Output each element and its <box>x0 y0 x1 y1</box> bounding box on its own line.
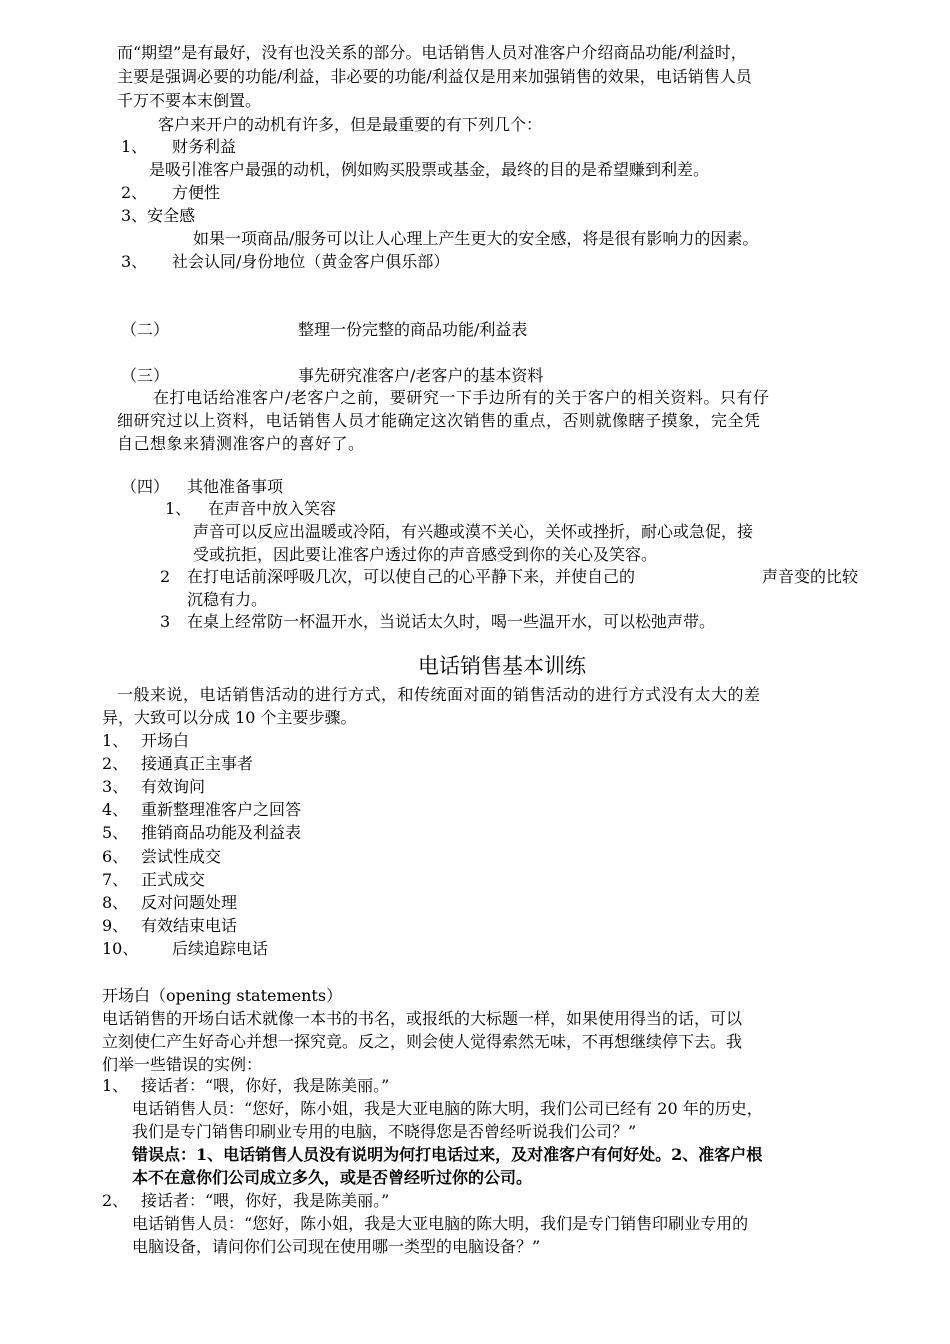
list-number: 4、 <box>102 800 129 819</box>
motive-desc: 如果一项商品/服务可以让人心理上产生更大的安全感，将是很有影响力的因素。 <box>193 229 759 248</box>
list-number: 7、 <box>102 870 129 889</box>
page-title: 电话销售基本训练 <box>418 654 586 678</box>
item-desc: 沉稳有力。 <box>187 590 268 609</box>
paragraph-line: 主要是强调必要的功能/利益，非必要的功能/利益仅是用来加强销售的效果，电话销售人员 <box>117 67 752 86</box>
list-number: 5、 <box>102 823 129 842</box>
item-desc: 声音可以反应出温暖或冷陌，有兴趣或漠不关心，关怀或挫折，耐心或急促，接 <box>193 522 754 541</box>
motive-title: 方便性 <box>172 183 221 202</box>
motive-title: 社会认同/身份地位（黄金客户俱乐部） <box>172 252 450 271</box>
paragraph-line: 细研究过以上资料，电话销售人员才能确定这次销售的重点，否则就像瞎子摸象，完全凭 <box>117 411 761 430</box>
list-number: 2、 <box>121 183 148 202</box>
list-number: 2、 <box>102 1191 129 1210</box>
paragraph-line: 而“期望”是有最好，没有也没关系的部分。电话销售人员对准客户介绍商品功能/利益时， <box>117 43 747 62</box>
item-desc: 受或抗拒，因此要让准客户透过你的声音感受到你的关心及笑容。 <box>193 545 658 564</box>
list-number: 10、 <box>102 939 139 958</box>
dialogue-line: 电话销售人员：“您好，陈小姐，我是大亚电脑的陈大明，我们是专门销售印刷业专用的 <box>132 1214 749 1233</box>
list-number: 6、 <box>102 847 129 866</box>
list-item: 有效结束电话 <box>141 916 238 935</box>
list-item: 反对问题处理 <box>141 893 238 912</box>
list-number: 1、 <box>165 499 192 518</box>
list-item: 开场白 <box>141 731 190 750</box>
section-title: 事先研究准客户/老客户的基本资料 <box>298 366 544 385</box>
dialogue-line: 我们是专门销售印刷业专用的电脑，不晓得您是否曾经听说我们公司？” <box>132 1122 637 1141</box>
list-item: 后续追踪电话 <box>172 939 269 958</box>
list-number: 3 <box>160 612 171 631</box>
motive-title: 3、安全感 <box>121 206 196 225</box>
section-number: （二） <box>121 320 170 339</box>
paragraph-line: 一般来说，电话销售活动的进行方式，和传统面对面的销售活动的进行方式没有太大的差 <box>117 685 761 704</box>
list-item: 尝试性成交 <box>141 847 222 866</box>
paragraph-line: 立刻使仁产生好奇心并想一探究竟。反之，则会使人觉得索然无味，不再想继续停下去。我 <box>102 1032 743 1051</box>
motives-lead: 客户来开户的动机有许多，但是最重要的有下列几个： <box>158 115 543 134</box>
list-item: 推销商品功能及利益表 <box>141 823 302 842</box>
paragraph-line: 在打电话给准客户/老客户之前，要研究一下手边所有的关于客户的相关资料。只有仔 <box>153 388 770 407</box>
dialogue-line: 电话销售人员：“您好，陈小姐，我是大亚电脑的陈大明，我们公司已经有 20 年的历史， <box>132 1099 763 1118</box>
list-item: 有效询问 <box>141 777 206 796</box>
list-item: 接通真正主事者 <box>141 754 254 773</box>
section-title: 整理一份完整的商品功能/利益表 <box>298 320 528 339</box>
item-desc: 在打电话前深呼吸几次，可以使自己的心平静下来，并使自己的 <box>187 567 636 586</box>
list-number: 1、 <box>102 1076 129 1095</box>
motive-title: 财务利益 <box>172 137 237 156</box>
list-item: 重新整理准客户之回答 <box>141 800 302 819</box>
error-note: 本不在意你们公司成立多久，或是否曾经听过你的公司。 <box>132 1168 533 1187</box>
section-number: （四） <box>121 477 170 496</box>
section-number: （三） <box>121 366 170 385</box>
list-number: 9、 <box>102 916 129 935</box>
item-desc: 声音变的比较 <box>762 567 859 586</box>
paragraph-line: 异，大致可以分成 10 个主要步骤。 <box>102 708 357 727</box>
item-title: 在声音中放入笑容 <box>208 499 337 518</box>
list-number: 1、 <box>102 731 129 750</box>
paragraph-line: 千万不要本末倒置。 <box>117 91 262 110</box>
paragraph-line: 电话销售的开场白话术就像一本书的书名，或报纸的大标题一样，如果使用得当的话，可以 <box>102 1009 743 1028</box>
dialogue-line: 接话者：“喂，你好，我是陈美丽。” <box>141 1191 390 1210</box>
section-heading: 开场白（opening statements） <box>102 986 343 1005</box>
section-title: 其他准备事项 <box>187 477 284 496</box>
paragraph-line: 自己想象来猜测准客户的喜好了。 <box>117 434 365 453</box>
motive-desc: 是吸引准客户最强的动机，例如购买股票或基金，最终的目的是希望赚到利差。 <box>149 160 710 179</box>
dialogue-line: 接话者：“喂，你好，我是陈美丽。” <box>141 1076 390 1095</box>
list-item: 正式成交 <box>141 870 206 889</box>
list-number: 3、 <box>121 252 148 271</box>
item-desc: 在桌上经常防一杯温开水，当说话太久时，喝一些温开水，可以松弛声带。 <box>187 612 716 631</box>
list-number: 1、 <box>121 137 148 156</box>
dialogue-line: 电脑设备，请问你们公司现在使用哪一类型的电脑设备？” <box>132 1237 541 1256</box>
list-number: 2 <box>160 567 171 586</box>
list-number: 3、 <box>102 777 129 796</box>
error-note: 错误点：1、电话销售人员没有说明为何打电话过来，及对准客户有何好处。2、准客户根 <box>132 1145 763 1164</box>
list-number: 2、 <box>102 754 129 773</box>
paragraph-line: 们举一些错误的实例： <box>102 1055 263 1074</box>
list-number: 8、 <box>102 893 129 912</box>
